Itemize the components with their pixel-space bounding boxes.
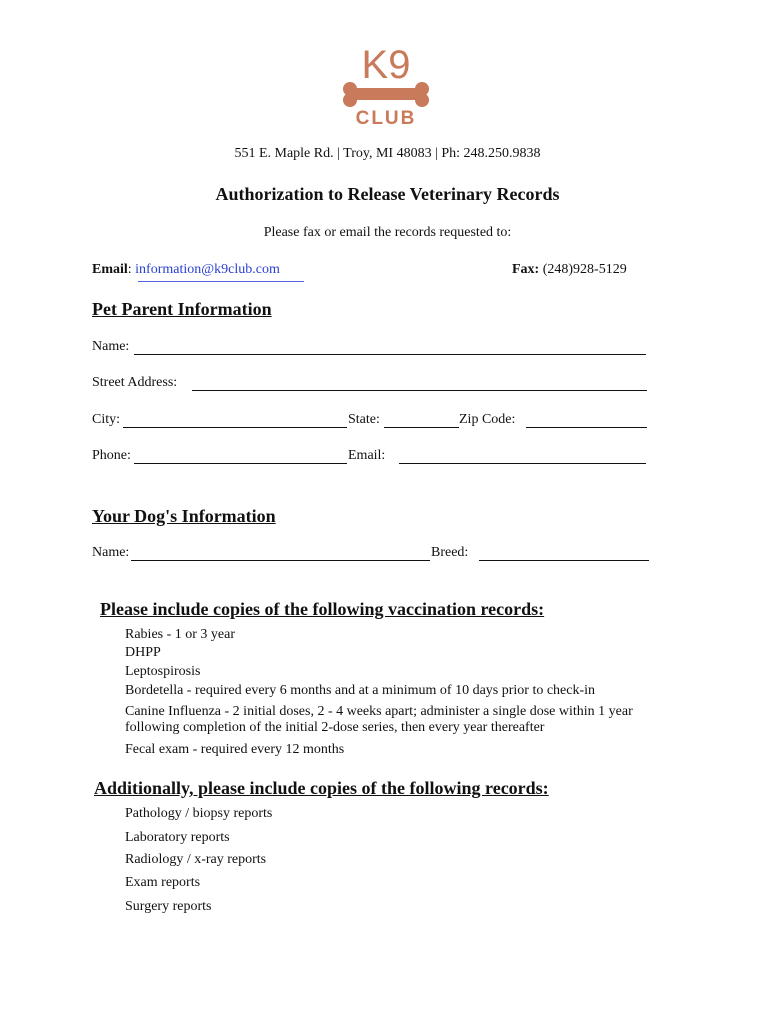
city-field[interactable] [123,427,347,428]
state-label: State: [348,412,380,427]
email-link[interactable]: information@k9club.com [135,262,280,277]
zip-code-label: Zip Code: [459,412,516,427]
page-title: Authorization to Release Veterinary Records [215,184,560,204]
vaccination-item: Fecal exam - required every 12 months [125,742,345,757]
street-address-field[interactable] [192,390,647,391]
additional-records-heading: Additionally, please include copies of the following records: [94,778,549,798]
k9-club-logo [338,44,434,128]
phone-field[interactable] [134,463,347,464]
pet-parent-heading: Pet Parent Information [92,299,272,319]
email-contact [92,262,280,278]
vaccination-item: DHPP [125,645,161,660]
logo-club-text: CLUB [355,108,417,128]
instructions: Please fax or email the records requested to: [263,225,512,240]
parent-name-field[interactable] [134,354,646,355]
fax-contact [512,262,627,278]
email-separator: : [127,262,132,277]
phone-label: Phone: [92,448,131,463]
email-label: Email [92,262,128,277]
dog-info-heading: Your Dog's Information [92,506,276,526]
additional-record-item: Exam reports [125,875,201,890]
fax-label: Fax: [512,262,540,277]
vaccination-item: Canine Influenza - 2 initial doses, 2 - 4 weeks apart; administer a single dose within 1 year [125,704,633,719]
vaccination-heading: Please include copies of the following vaccination records: [100,599,545,619]
parent-name-label: Name: [92,339,130,354]
vaccination-item: Rabies - 1 or 3 year [125,627,236,642]
dog-name-label: Name: [92,545,130,560]
vaccination-item: Leptospirosis [125,664,201,679]
fax-number: (248)928-5129 [542,262,627,277]
breed-field[interactable] [479,560,649,561]
additional-record-item: Laboratory reports [125,830,230,845]
logo-k9-text: K9 [361,44,411,87]
zip-code-field[interactable] [526,427,647,428]
dog-name-field[interactable] [131,560,430,561]
vaccination-item: Bordetella - required every 6 months and at a minimum of 10 days prior to check-in [125,683,596,698]
additional-record-item: Radiology / x-ray reports [125,852,267,867]
additional-record-item: Pathology / biopsy reports [125,806,273,821]
email-link-underline [138,281,304,282]
parent-email-field[interactable] [399,463,646,464]
vaccination-item-continued: following completion of the initial 2-dose series, then every year thereafter [125,720,545,735]
street-address-label: Street Address: [92,375,178,390]
address-line: 551 E. Maple Rd. | Troy, MI 48083 | Ph: 248.250.9838 [234,146,541,161]
breed-label: Breed: [431,545,469,560]
additional-record-item: Surgery reports [125,899,212,914]
parent-email-label: Email: [348,448,386,463]
state-field[interactable] [384,427,459,428]
city-label: City: [92,412,121,427]
